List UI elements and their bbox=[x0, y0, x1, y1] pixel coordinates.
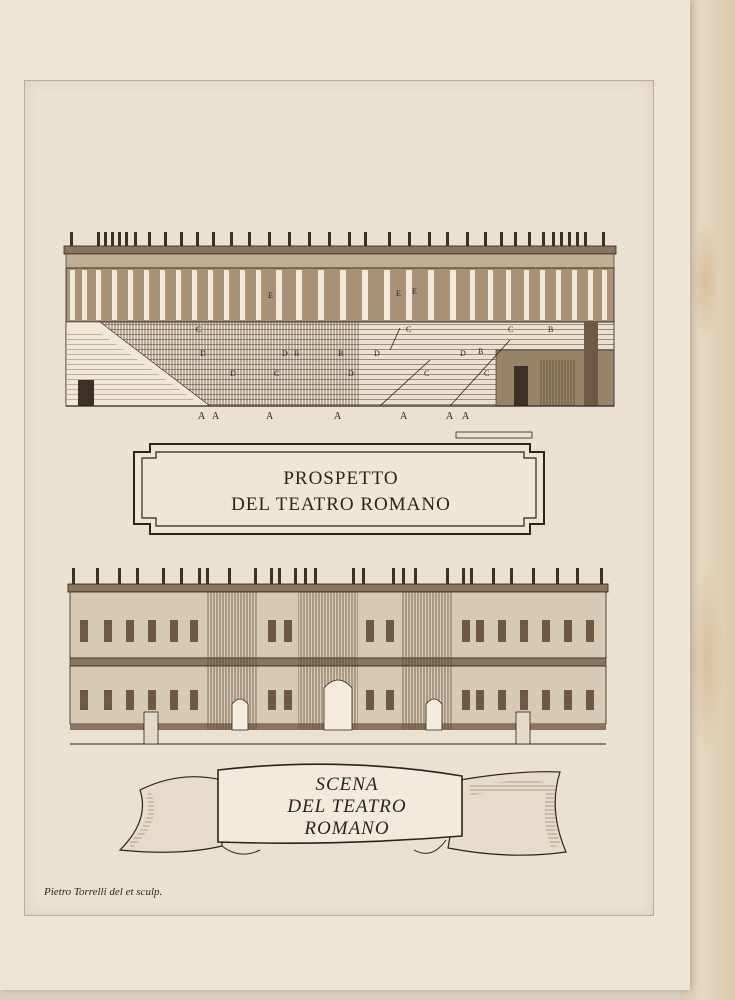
elevation-label: B bbox=[478, 347, 484, 356]
foxing-stain bbox=[688, 560, 724, 760]
scroll-line-3: ROMANO bbox=[304, 818, 390, 839]
foxing-stain bbox=[690, 220, 720, 340]
elevation-label: A bbox=[198, 411, 206, 422]
elevation-label: E bbox=[396, 289, 401, 298]
elevation-label: C bbox=[424, 369, 430, 378]
elevation-label: D bbox=[230, 369, 236, 378]
elevation-label: E bbox=[268, 291, 273, 300]
scroll-line-1: SCENA bbox=[315, 774, 379, 795]
elevation-label: C bbox=[274, 369, 280, 378]
elevation-label: C bbox=[406, 325, 412, 334]
elevation-label: C bbox=[484, 369, 490, 378]
cartouche-line-1: PROSPETTO bbox=[283, 468, 399, 489]
cartouche-line-2: DEL TEATRO ROMANO bbox=[231, 494, 451, 515]
elevation-label: A bbox=[462, 411, 470, 422]
theatre-elevation bbox=[64, 232, 616, 422]
scena-elevation bbox=[68, 568, 608, 744]
elevation-label: A bbox=[400, 411, 408, 422]
elevation-label: C bbox=[196, 325, 202, 334]
scroll-line-2: DEL TEATRO bbox=[287, 796, 407, 817]
elevation-label: A bbox=[266, 411, 274, 422]
elevation-label: D bbox=[348, 369, 354, 378]
elevation-label: B bbox=[548, 325, 554, 334]
cartouche-title bbox=[146, 466, 536, 518]
elevation-label: A bbox=[212, 411, 220, 422]
elevation-label: A bbox=[446, 411, 454, 422]
elevation-label: E bbox=[412, 287, 417, 296]
elevation-label: D bbox=[460, 349, 466, 358]
elevation-label: C bbox=[508, 325, 514, 334]
elevation-label: A bbox=[334, 411, 342, 422]
scroll-title bbox=[232, 774, 462, 840]
elevation-label: B bbox=[294, 349, 300, 358]
engraver-credit: Pietro Torrelli del et sculp. bbox=[44, 886, 163, 898]
elevation-label: B bbox=[338, 349, 344, 358]
elevation-label: D bbox=[374, 349, 380, 358]
elevation-label: D bbox=[282, 349, 288, 358]
elevation-label: D bbox=[200, 349, 206, 358]
